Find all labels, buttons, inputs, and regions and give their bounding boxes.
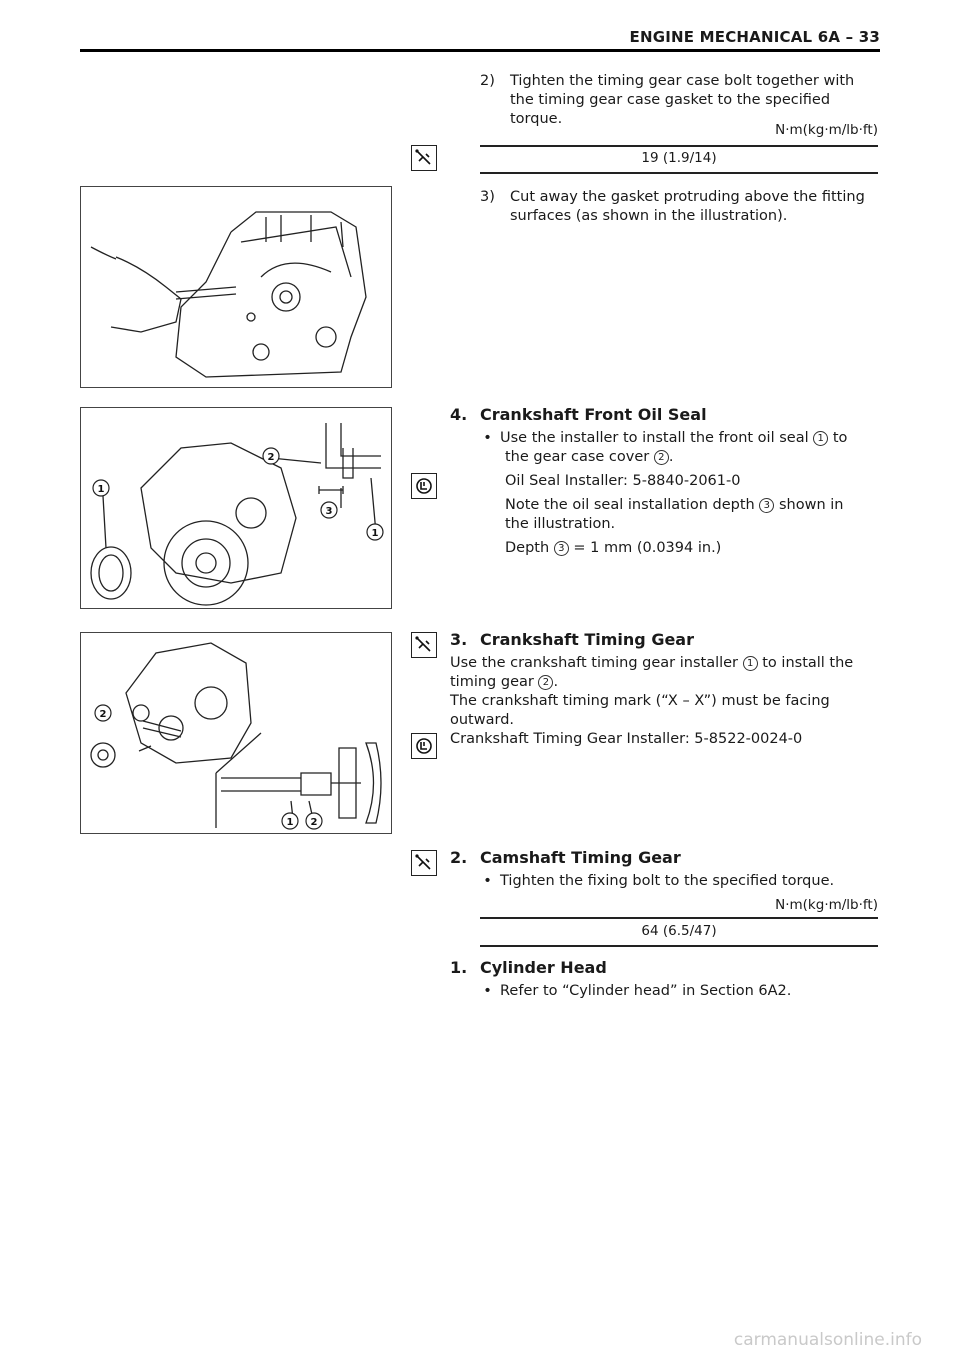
callout-1: 1 [97, 484, 105, 495]
callout-2: 2 [99, 709, 107, 720]
callout-3: 3 [325, 506, 333, 517]
header-rule [80, 49, 880, 52]
special-tool-icon [411, 473, 437, 499]
table-rule [480, 172, 878, 174]
oil-seal-installer-tool: Oil Seal Installer: 5-8840-2061-0 [505, 473, 741, 489]
torque-wrench-icon [411, 850, 437, 876]
table-rule [480, 945, 878, 947]
section-crankshaft-front-oil-seal: 4. Crankshaft Front Oil Seal • Use the installer to install the front oil seal 1 to the gear case cover 2 . Oil Seal Installer: 5-8840-2061-0 Note the oil seal installation depth 3 shown in the illustration. Depth 3 = 1 mm (0.0394 in.) [450, 405, 890, 558]
special-tool-icon [411, 733, 437, 759]
torque-wrench-icon [411, 632, 437, 658]
gasket-cutting-illustration [80, 186, 392, 388]
oil-seal-illustration [80, 407, 392, 609]
step-3: 3) Cut away the gasket protruding above the fitting surfaces (as shown in the illustration). [480, 189, 865, 224]
callout-2: 2 [267, 452, 275, 463]
section-heading: 2. Camshaft Timing Gear [450, 848, 681, 867]
section-heading: 1. Cylinder Head [450, 958, 607, 977]
timing-gear-installer-illustration [80, 632, 392, 834]
section-camshaft-timing-gear: 2. Camshaft Timing Gear • Tighten the fixing bolt to the specified torque. [450, 848, 890, 891]
page-header: ENGINE MECHANICAL 6A – 33 [629, 28, 880, 46]
callout-1: 1 [371, 528, 379, 539]
section-heading: 4. Crankshaft Front Oil Seal [450, 405, 707, 424]
section-heading: 3. Crankshaft Timing Gear [450, 630, 694, 649]
section-crankshaft-timing-gear: 3. Crankshaft Timing Gear Use the crankshaft timing gear installer 1 to install the timing gear 2 . The crankshaft timing mark (“X – X”) must be facing outward. Crankshaft Timing Gear Installer: 5-8522-0024-0 [450, 630, 890, 749]
step-2: 2) Tighten the timing gear case bolt together with the timing gear case gasket to the specified torque. [480, 73, 855, 127]
watermark: carmanualsonline.info [733, 1330, 922, 1350]
torque-wrench-icon [411, 145, 437, 171]
callout-2: 2 [310, 817, 318, 828]
table-rule [480, 917, 878, 919]
table-rule [480, 145, 878, 147]
torque-unit-label: N·m(kg·m/lb·ft) [775, 122, 878, 138]
torque-value: 19 (1.9/14) [641, 150, 717, 166]
torque-value: 64 (6.5/47) [641, 923, 717, 939]
timing-gear-installer-tool: Crankshaft Timing Gear Installer: 5-8522-0024-0 [450, 731, 803, 747]
torque-unit-label: N·m(kg·m/lb·ft) [775, 897, 878, 913]
callout-1: 1 [286, 817, 294, 828]
section-cylinder-head: 1. Cylinder Head • Refer to “Cylinder head” in Section 6A2. [450, 958, 890, 1001]
